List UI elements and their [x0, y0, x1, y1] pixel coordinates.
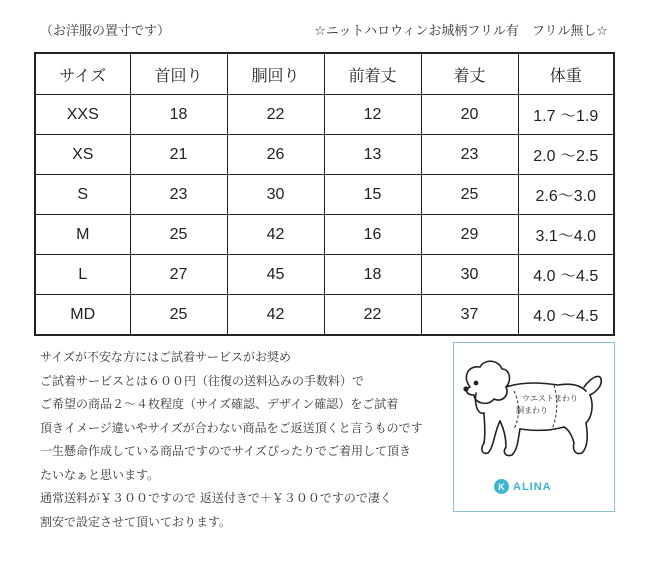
col-neck-header: 首回り [130, 53, 227, 95]
kalina-logo-text: ALINA [513, 480, 552, 493]
col-size-header: サイズ [35, 53, 130, 95]
trial-service-note [40, 346, 450, 534]
table-row [35, 95, 614, 135]
table-cell: 22 [324, 295, 421, 336]
note-line: ご試着サービスとは６００円（往復の送料込みの手数料）で [40, 373, 365, 388]
note-line: 頂きイメージ違いやサイズが合わない商品をご返送頂くと言うものです [40, 420, 423, 435]
table-cell: L [35, 255, 130, 295]
table-cell: 30 [227, 175, 324, 215]
table-cell: 45 [227, 255, 324, 295]
table-cell: 37 [421, 295, 518, 336]
table-cell: MD [35, 295, 130, 336]
table-row [35, 135, 614, 175]
note-line: たいなぁと思います。 [40, 467, 160, 482]
table-cell: 18 [324, 255, 421, 295]
table-cell: 22 [227, 95, 324, 135]
table-row [35, 295, 614, 336]
note-line: サイズが不安な方にはご試着サービスがお奨め [40, 350, 292, 364]
size-table [34, 52, 615, 336]
table-cell: M [35, 215, 130, 255]
table-row [35, 175, 614, 215]
note-line: 割安で設定させて頂いております。 [40, 514, 232, 529]
col-front-length-header: 前着丈 [324, 53, 421, 95]
table-cell: 25 [130, 295, 227, 336]
table-cell: 3.1～4.0 [518, 215, 614, 255]
col-weight-header: 体重 [518, 53, 614, 95]
table-cell: S [35, 175, 130, 215]
table-cell: XS [35, 135, 130, 175]
note-line: 通常送料が￥３００ですので 返送付きで＋￥３００ですので凄く [40, 491, 392, 505]
kalina-logo [494, 479, 552, 494]
table-cell: 27 [130, 255, 227, 295]
table-cell: 1.7 ～1.9 [518, 95, 614, 135]
table-cell: XXS [35, 95, 130, 135]
table-cell: 13 [324, 135, 421, 175]
waist-label: ウエストまわり [522, 394, 578, 403]
table-cell: 16 [324, 215, 421, 255]
col-chest-header: 胴回り [227, 53, 324, 95]
kalina-logo-mark: K [494, 479, 509, 494]
table-cell: 25 [130, 215, 227, 255]
table-cell: 2.0 ～2.5 [518, 135, 614, 175]
table-cell: 12 [324, 95, 421, 135]
col-length-header: 着丈 [421, 53, 518, 95]
note-line: 一生懸命作成している商品ですのでサイズぴったりでご着用して頂き [40, 444, 412, 458]
dog-measurement-diagram [453, 342, 615, 512]
table-row [35, 215, 614, 255]
table-cell: 23 [130, 175, 227, 215]
table-cell: 21 [130, 135, 227, 175]
table-cell: 4.0 ～4.5 [518, 295, 614, 336]
table-cell: 2.6～3.0 [518, 175, 614, 215]
table-cell: 20 [421, 95, 518, 135]
table-cell: 26 [227, 135, 324, 175]
table-cell: 23 [421, 135, 518, 175]
table-cell: 25 [421, 175, 518, 215]
table-cell: 4.0 ～4.5 [518, 255, 614, 295]
table-cell: 42 [227, 215, 324, 255]
table-cell: 15 [324, 175, 421, 215]
table-cell: 42 [227, 295, 324, 336]
header-note-right: ☆ニットハロウィンお城柄フリル有 フリル無し☆ [314, 24, 608, 39]
header-note-left: （お洋服の置寸です） [40, 24, 171, 39]
table-cell: 29 [421, 215, 518, 255]
table-header-row [35, 53, 614, 95]
note-line: ご希望の商品２～４枚程度（サイズ確認、デザイン確認）をご試着 [40, 397, 399, 411]
table-row [35, 255, 614, 295]
table-cell: 18 [130, 95, 227, 135]
table-cell: 30 [421, 255, 518, 295]
chest-label: 胴まわり [516, 406, 548, 415]
